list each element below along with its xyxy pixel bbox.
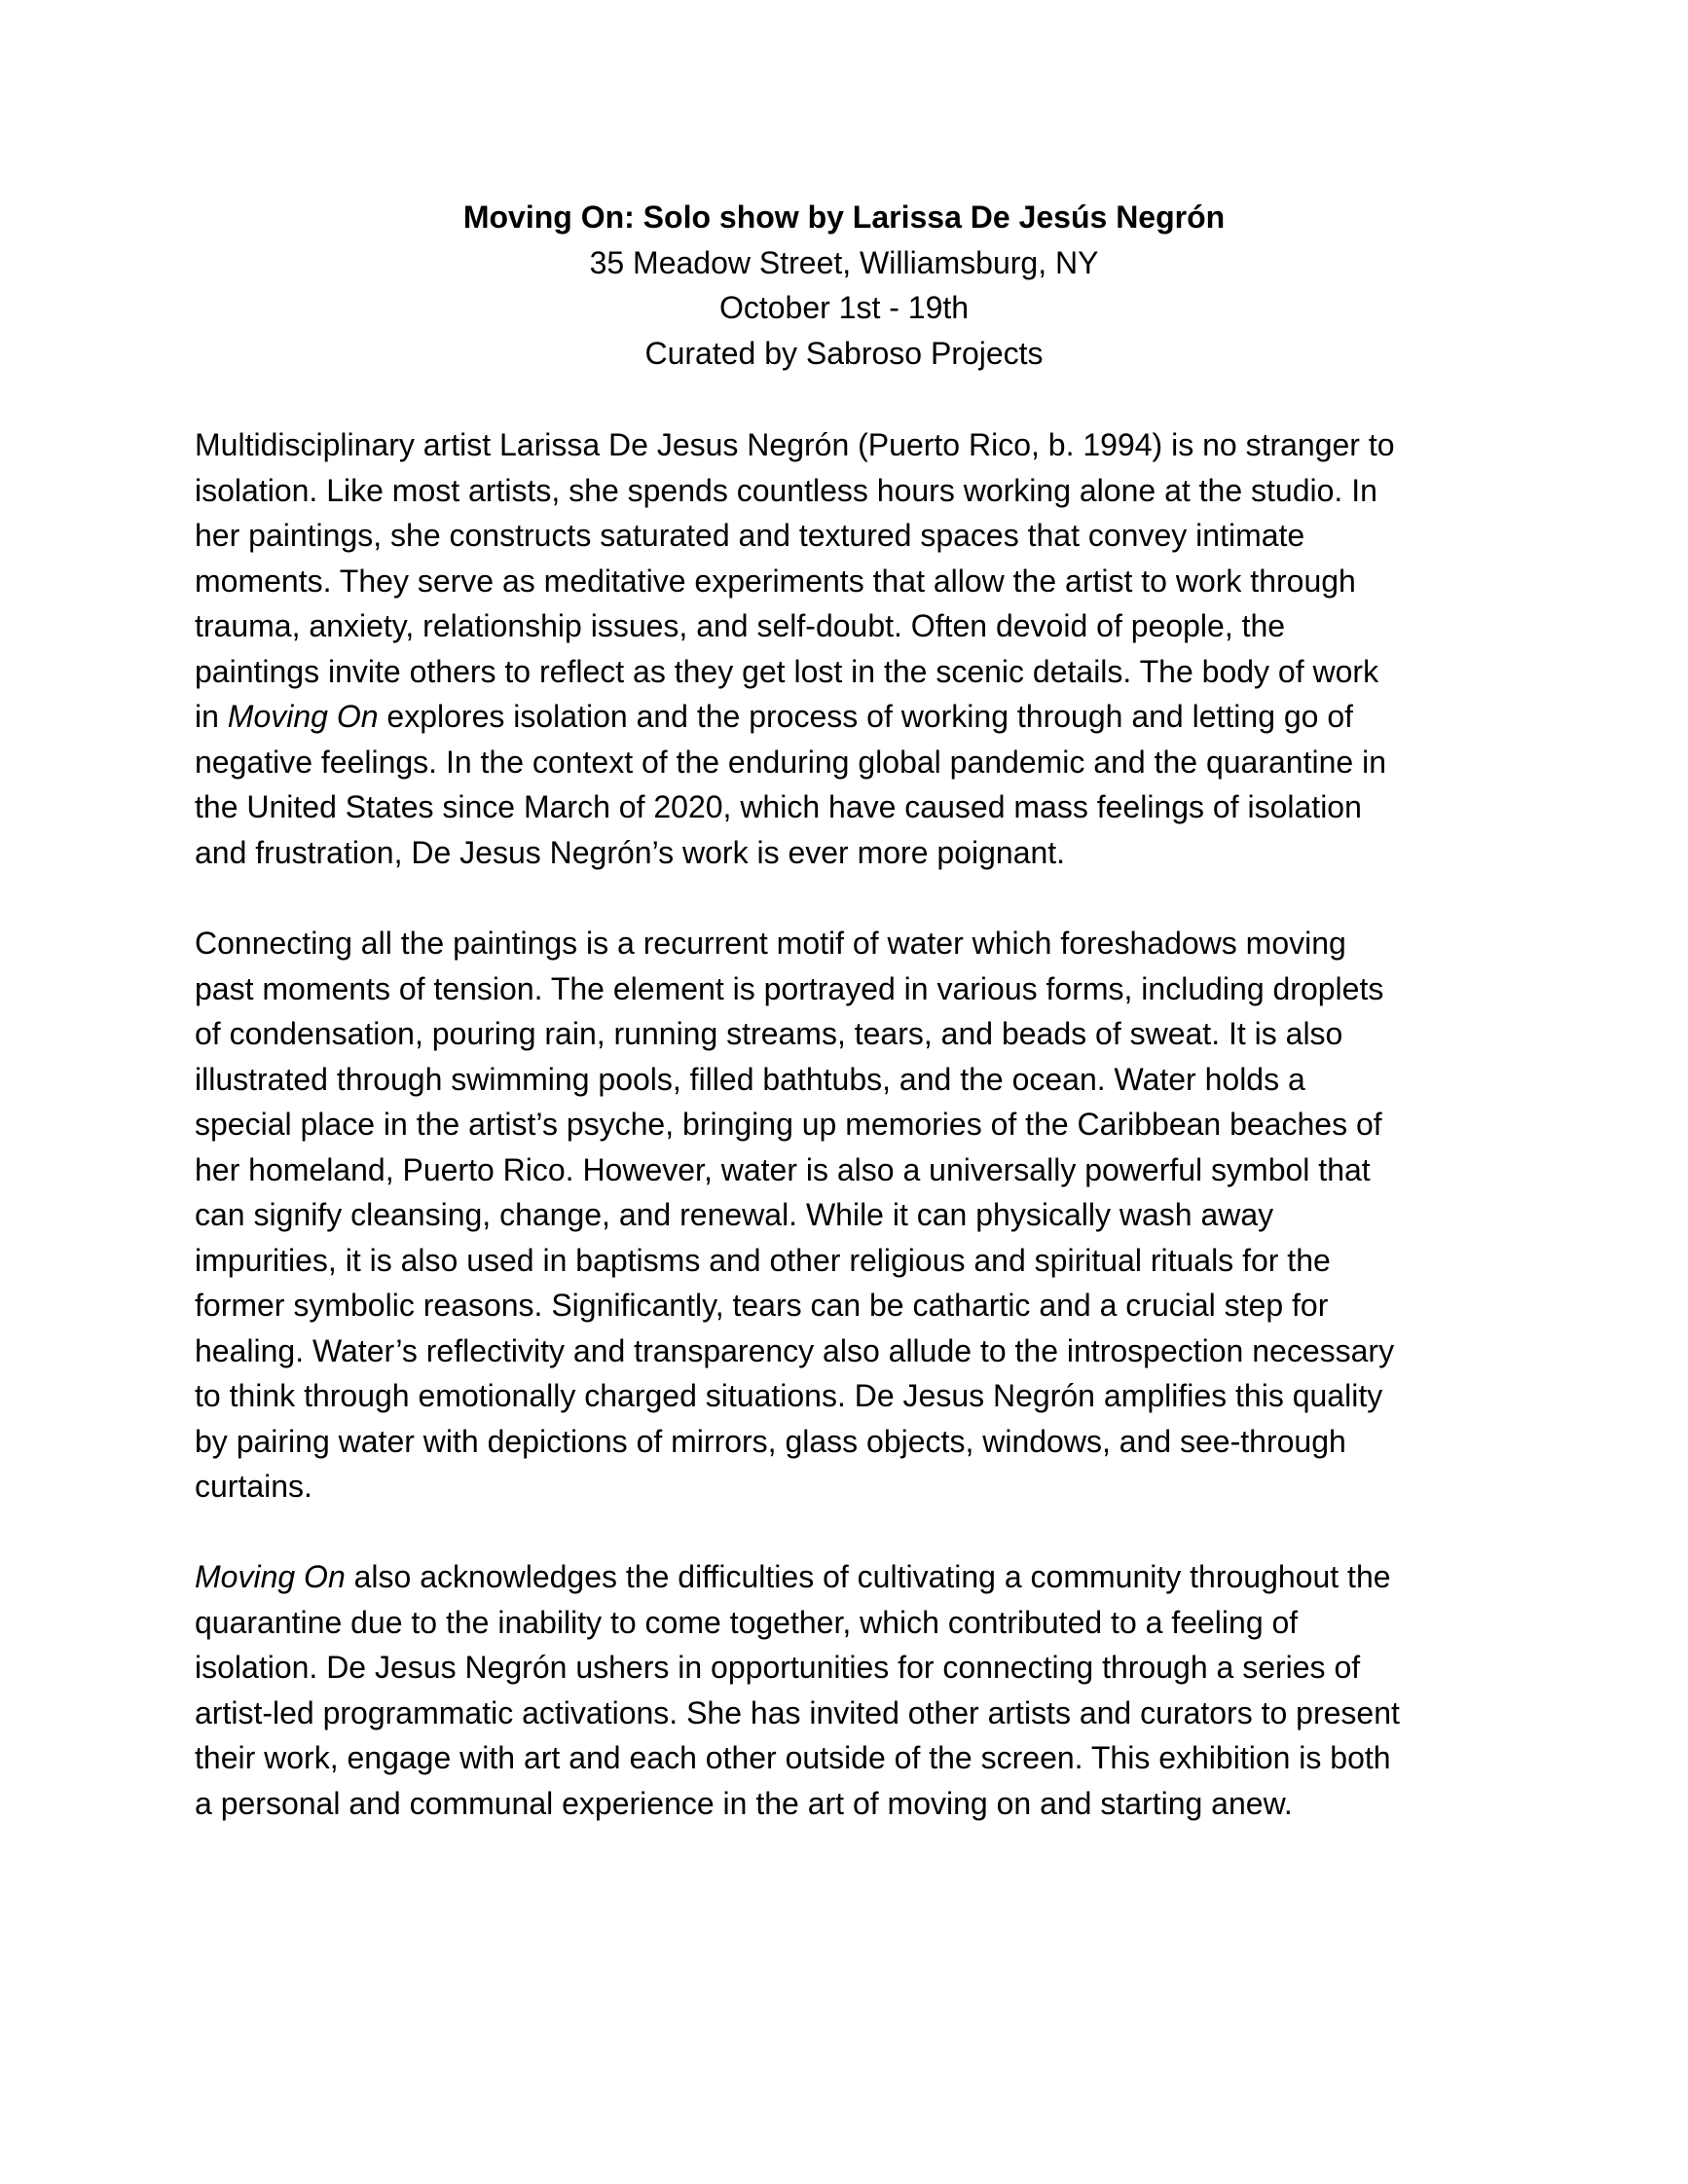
text-fragment: explores isolation and the process of working through and letting go of — [378, 699, 1354, 734]
text-line: quarantine due to the inability to come together, which contributed to a feeling of — [195, 1604, 1299, 1640]
text-line: curtains. — [195, 1469, 312, 1504]
text-line: to think through emotionally charged situations. De Jesus Negrón amplifies this quality — [195, 1378, 1383, 1413]
text-line: moments. They serve as meditative experiments that allow the artist to work through — [195, 563, 1356, 599]
paragraph-water-motif — [195, 921, 1499, 1510]
exhibition-address: 35 Meadow Street, Williamsburg, NY — [589, 244, 1099, 280]
text-line: their work, engage with art and each other outside of the screen. This exhibition is both — [195, 1740, 1391, 1775]
text-line: paintings invite others to reflect as they get lost in the scenic details. The body of work — [195, 653, 1379, 689]
show-title-italic: Moving On — [195, 1559, 346, 1594]
text-line: artist-led programmatic activations. She has invited other artists and curators to present — [195, 1694, 1400, 1730]
text-line: Multidisciplinary artist Larissa De Jesus Negrón (Puerto Rico, b. 1994) is no stranger to — [195, 427, 1395, 462]
exhibition-title: Moving On: Solo show by Larissa De Jesús Negrón — [462, 200, 1226, 235]
text-line: can signify cleansing, change, and renewal. While it can physically wash away — [195, 1197, 1274, 1232]
exhibition-header — [195, 195, 1493, 376]
text-line: Connecting all the paintings is a recurrent motif of water which foreshadows moving — [195, 926, 1346, 961]
text-line: her homeland, Puerto Rico. However, water is also a universally powerful symbol that — [195, 1151, 1371, 1187]
text-line: a personal and communal experience in the art of moving on and starting anew. — [195, 1785, 1293, 1821]
text-fragment: also acknowledges the difficulties of cultivating a community throughout the — [345, 1559, 1391, 1594]
text-line: by pairing water with depictions of mirrors, glass objects, windows, and see-through — [195, 1423, 1346, 1459]
text-line: her paintings, she constructs saturated and textured spaces that convey intimate — [195, 518, 1305, 553]
text-line: and frustration, De Jesus Negrón’s work is ever more poignant. — [195, 834, 1066, 870]
text-line — [195, 1554, 1499, 1600]
text-line: past moments of tension. The element is portrayed in various forms, including droplets — [195, 970, 1384, 1006]
text-line: of condensation, pouring rain, running streams, tears, and beads of sweat. It is also — [195, 1016, 1343, 1051]
text-line: special place in the artist’s psyche, bringing up memories of the Caribbean beaches of — [195, 1107, 1382, 1142]
text-line: isolation. De Jesus Negrón ushers in opportunities for connecting through a series of — [195, 1650, 1361, 1685]
text-fragment: in — [195, 699, 228, 734]
text-line: trauma, anxiety, relationship issues, and self-doubt. Often devoid of people, the — [195, 608, 1286, 643]
paragraph-community — [195, 1554, 1499, 1826]
text-line: illustrated through swimming pools, filled bathtubs, and the ocean. Water holds a — [195, 1061, 1305, 1097]
exhibition-curator: Curated by Sabroso Projects — [644, 335, 1044, 371]
text-line: healing. Water’s reflectivity and transparency also allude to the introspection necessary — [195, 1332, 1395, 1368]
text-line: former symbolic reasons. Significantly, tears can be cathartic and a crucial step for — [195, 1288, 1329, 1323]
text-line — [195, 694, 1499, 740]
exhibition-dates: October 1st - 19th — [718, 290, 970, 325]
text-line: impurities, it is also used in baptisms and other religious and spiritual rituals for the — [195, 1242, 1331, 1278]
text-line: the United States since March of 2020, which have caused mass feelings of isolation — [195, 789, 1362, 824]
text-line: isolation. Like most artists, she spends countless hours working alone at the studio. In — [195, 472, 1377, 508]
show-title-italic: Moving On — [227, 699, 379, 734]
text-line: negative feelings. In the context of the enduring global pandemic and the quarantine in — [195, 744, 1386, 780]
paragraph-intro — [195, 422, 1499, 875]
